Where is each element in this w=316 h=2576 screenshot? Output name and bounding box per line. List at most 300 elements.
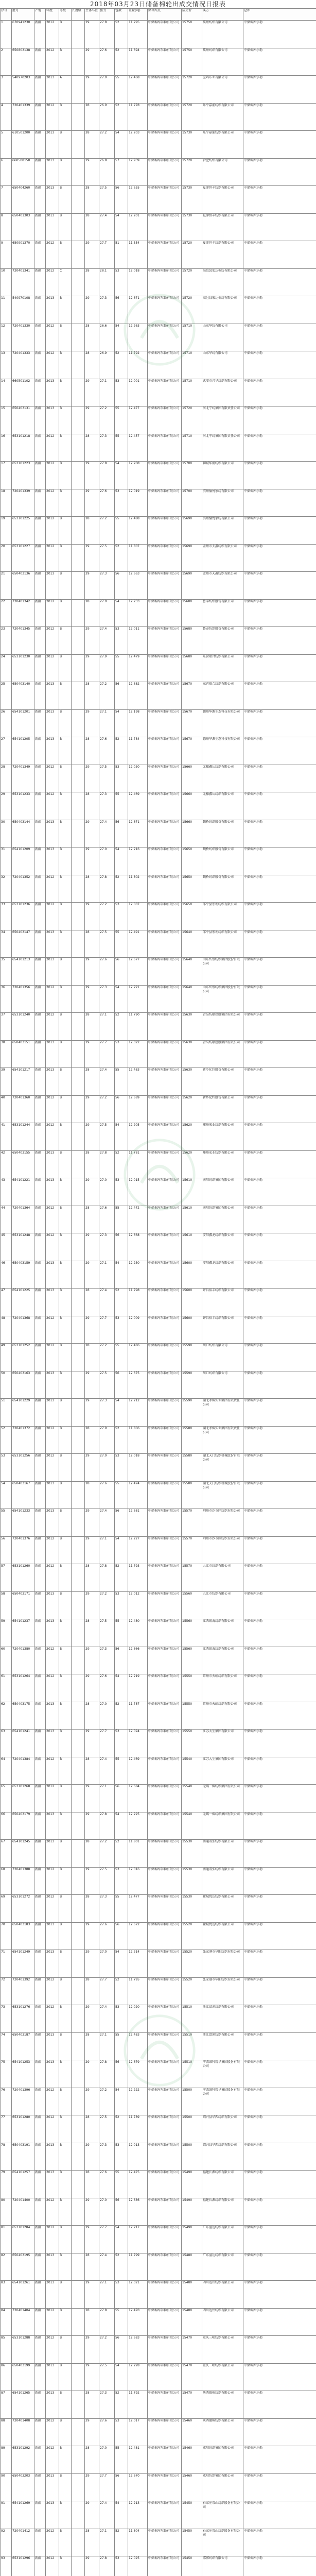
- cell-batch: 653101268: [12, 1785, 34, 1812]
- cell-strength: 27.5: [99, 1619, 115, 1647]
- cell-bales: 53: [115, 379, 128, 406]
- cell-price: 15450: [182, 2501, 202, 2529]
- cell-year: 2012: [46, 903, 59, 930]
- cell-length: [72, 131, 85, 159]
- cell-year: 2013: [46, 2363, 59, 2391]
- cell-batch: 650403183: [12, 1922, 34, 1950]
- cell-buyer: 夏津恒丰纺织有限公司: [202, 186, 243, 214]
- cell-grade: B: [59, 2501, 72, 2529]
- table-row: [1, 627, 316, 655]
- cell-buyer: 夏津恒丰纺织有限公司: [202, 213, 243, 241]
- cell-index: 60: [1, 1647, 12, 1674]
- cell-warehouse: 中储棉库尔勒: [243, 2363, 316, 2391]
- cell-index: 49: [1, 1344, 12, 1371]
- cell-year: 2012: [46, 241, 59, 269]
- cell-storage: 中储棉库尔勒有限公司: [148, 1399, 182, 1427]
- table-row: [1, 985, 316, 1013]
- cell-bales: 55: [115, 2446, 128, 2474]
- cell-year: 2012: [46, 1344, 59, 1371]
- cell-strength: 27.4: [99, 1757, 115, 1785]
- cell-warehouse: 中储棉库尔勒: [243, 1950, 316, 1978]
- cell-batch: 720401404: [12, 2308, 34, 2336]
- cell-strength: 27.4: [99, 2253, 115, 2281]
- cell-micronaire: 28: [85, 2308, 99, 2336]
- cell-warehouse: 中储棉库尔勒: [243, 213, 316, 241]
- cell-storage: 中储棉库尔勒有限公司: [148, 792, 182, 820]
- cell-buyer: 张家港市华阳纺织有限公司: [202, 1977, 243, 2005]
- table-row: [1, 1233, 316, 1261]
- table-row: [1, 434, 316, 462]
- cell-grade: B: [59, 572, 72, 600]
- cell-buyer: 孟州市天鑫纺织有限公司: [202, 544, 243, 572]
- cell-bales: 54: [115, 2501, 128, 2529]
- table-row: [1, 2032, 316, 2060]
- cell-weight: 12.681: [128, 1509, 148, 1537]
- table-row: [1, 848, 316, 875]
- cell-index: 3: [1, 76, 12, 104]
- cell-grade: B: [59, 2556, 72, 2576]
- cell-batch: 653101296: [12, 2556, 34, 2576]
- cell-strength: 27.8: [99, 1150, 115, 1178]
- cell-bales: 55: [115, 1619, 128, 1647]
- cell-weight: 12.675: [128, 1371, 148, 1399]
- cell-grade: B: [59, 1206, 72, 1233]
- cell-micronaire: 28: [85, 2032, 99, 2060]
- cell-length: [72, 296, 85, 324]
- cell-bales: 52: [115, 875, 128, 903]
- cell-storage: 中储棉库尔勒有限公司: [148, 875, 182, 903]
- cell-index: 46: [1, 1261, 12, 1289]
- cell-strength: 27.6: [99, 737, 115, 765]
- cell-micronaire: 29: [85, 2418, 99, 2446]
- cell-index: 6: [1, 158, 12, 186]
- cell-length: [72, 2281, 85, 2309]
- cell-micronaire: 29: [85, 1454, 99, 1482]
- cell-origin: 新疆: [34, 158, 46, 186]
- cell-year: 2012: [46, 2005, 59, 2033]
- cell-index: 37: [1, 1013, 12, 1041]
- cell-strength: 27.1: [99, 709, 115, 737]
- cell-storage: 中储棉库尔勒有限公司: [148, 1481, 182, 1509]
- cell-batch: 650403195: [12, 2253, 34, 2281]
- cell-bales: 55: [115, 2308, 128, 2336]
- cell-origin: 新疆: [34, 241, 46, 269]
- table-row: [1, 737, 316, 765]
- cell-origin: 新疆: [34, 1040, 46, 1068]
- table-row: [1, 654, 316, 682]
- cell-batch: 654101257: [12, 2171, 34, 2198]
- cell-price: 15710: [182, 379, 202, 406]
- cell-batch: 660501102: [12, 379, 34, 406]
- cell-buyer: 东营联合纺织有限公司: [202, 682, 243, 710]
- cell-index: 29: [1, 792, 12, 820]
- cell-bales: 56: [115, 1371, 128, 1399]
- cell-batch: 653101264: [12, 1674, 34, 1702]
- cell-strength: 27.6: [99, 489, 115, 517]
- cell-micronaire: 28: [85, 351, 99, 379]
- cell-warehouse: 中储棉库尔勒: [243, 820, 316, 848]
- cell-micronaire: 29: [85, 2281, 99, 2309]
- cell-weight: 12.233: [128, 599, 148, 627]
- cell-weight: 12.020: [128, 2005, 148, 2033]
- cell-micronaire: 29: [85, 1785, 99, 1812]
- cell-micronaire: 28: [85, 1757, 99, 1785]
- cell-length: [72, 2446, 85, 2474]
- cell-micronaire: 29: [85, 627, 99, 655]
- cell-grade: B: [59, 737, 72, 765]
- table-row: [1, 296, 316, 324]
- cell-weight: 12.203: [128, 131, 148, 159]
- cell-weight: 12.222: [128, 2088, 148, 2115]
- cell-buyer: 四川达州纺织有限公司: [202, 2308, 243, 2336]
- cell-year: 2012: [46, 1206, 59, 1233]
- table-body: [1, 21, 316, 2576]
- cell-buyer: 盐城悦达纺织有限公司: [202, 1895, 243, 1923]
- cell-batch: 650403147: [12, 930, 34, 958]
- cell-strength: 27.1: [99, 1785, 115, 1812]
- cell-buyer: 新乡化纤股份有限公司: [202, 1095, 243, 1123]
- cell-grade: B: [59, 1895, 72, 1923]
- cell-storage: 中储棉库尔勒有限公司: [148, 1013, 182, 1041]
- cell-micronaire: 29: [85, 2198, 99, 2226]
- cell-index: 35: [1, 958, 12, 986]
- cell-weight: 12.015: [128, 1178, 148, 1206]
- cell-storage: 中储棉库尔勒有限公司: [148, 2060, 182, 2088]
- cell-strength: 27.8: [99, 875, 115, 903]
- cell-warehouse: 中储棉库尔勒: [243, 1619, 316, 1647]
- cell-year: 2012: [46, 792, 59, 820]
- cell-year: 2013: [46, 1591, 59, 1619]
- cell-strength: 27.2: [99, 2336, 115, 2364]
- cell-index: 33: [1, 903, 12, 930]
- cell-strength: 27.5: [99, 1371, 115, 1399]
- cell-grade: B: [59, 1702, 72, 1730]
- cell-batch: 654101269: [12, 2501, 34, 2529]
- cell-origin: 新疆: [34, 958, 46, 986]
- cell-batch: 650403199: [12, 2363, 34, 2391]
- cell-micronaire: 29: [85, 1867, 99, 1895]
- cell-buyer: 广东溢达纺织有限公司: [202, 2253, 243, 2281]
- table-row: [1, 241, 316, 269]
- cell-micronaire: 29: [85, 2336, 99, 2364]
- cell-strength: 27.0: [99, 848, 115, 875]
- cell-batch: 720401342: [12, 599, 34, 627]
- cell-micronaire: 29: [85, 21, 99, 48]
- cell-micronaire: 29: [85, 903, 99, 930]
- cell-grade: B: [59, 903, 72, 930]
- cell-micronaire: 28: [85, 131, 99, 159]
- cell-origin: 新疆: [34, 48, 46, 76]
- table-row: [1, 930, 316, 958]
- table-row: [1, 2115, 316, 2143]
- cell-length: [72, 434, 85, 462]
- cell-batch: 653101252: [12, 1344, 34, 1371]
- cell-bales: 55: [115, 2032, 128, 2060]
- cell-strength: 27.3: [99, 2143, 115, 2171]
- cell-bales: 52: [115, 1564, 128, 1592]
- cell-warehouse: 中储棉库尔勒: [243, 2418, 316, 2446]
- cell-strength: 28.1: [99, 268, 115, 296]
- cell-grade: B: [59, 2446, 72, 2474]
- cell-warehouse: 中储棉库尔勒: [243, 186, 316, 214]
- cell-price: 15490: [182, 2171, 202, 2198]
- cell-batch: 653101227: [12, 544, 34, 572]
- cell-index: 41: [1, 1123, 12, 1151]
- cell-bales: 56: [115, 820, 128, 848]
- table-row: [1, 1757, 316, 1785]
- cell-bales: 54: [115, 131, 128, 159]
- table-row: [1, 544, 316, 572]
- table-row: [1, 2501, 316, 2529]
- cell-year: 2012: [46, 324, 59, 351]
- cell-bales: 54: [115, 1674, 128, 1702]
- cell-index: 27: [1, 737, 12, 765]
- cell-micronaire: 28: [85, 268, 99, 296]
- cell-grade: B: [59, 1344, 72, 1371]
- cell-origin: 新疆: [34, 324, 46, 351]
- cell-length: [72, 930, 85, 958]
- cell-storage: 中储棉库尔勒有限公司: [148, 1426, 182, 1454]
- cell-buyer: 陕西德棉纺织有限公司: [202, 2391, 243, 2419]
- cell-bales: 53: [115, 489, 128, 517]
- cell-bales: 54: [115, 1950, 128, 1978]
- cell-buyer: 滨州愉悦家纺有限公司: [202, 517, 243, 545]
- cell-strength: 27.6: [99, 1481, 115, 1509]
- cell-year: 2013: [46, 2473, 59, 2501]
- table-row: [1, 103, 316, 131]
- cell-buyer: 山东岱银纺织集团股份有限公司: [202, 958, 243, 986]
- table-row: [1, 1481, 316, 1509]
- cell-bales: 56: [115, 1233, 128, 1261]
- cell-bales: 55: [115, 930, 128, 958]
- table-row: [1, 765, 316, 792]
- cell-warehouse: 中储棉库尔勒: [243, 1481, 316, 1509]
- cell-length: [72, 2363, 85, 2391]
- table-row: [1, 1619, 316, 1647]
- cell-buyer: 陕西德棉纺织有限公司: [202, 2418, 243, 2446]
- cell-grade: B: [59, 2032, 72, 2060]
- cell-storage: 中储棉库尔勒有限公司: [148, 1564, 182, 1592]
- cell-year: 2012: [46, 1977, 59, 2005]
- cell-storage: 中储棉库尔勒有限公司: [148, 2391, 182, 2419]
- cell-grade: B: [59, 1950, 72, 1978]
- cell-grade: B: [59, 1150, 72, 1178]
- cell-storage: 中储棉库尔勒有限公司: [148, 2281, 182, 2309]
- table-header-row: [1, 9, 316, 21]
- cell-grade: B: [59, 958, 72, 986]
- cell-year: 2012: [46, 2556, 59, 2576]
- cell-price: 15580: [182, 1481, 202, 1509]
- cell-storage: 中储棉库尔勒有限公司: [148, 1977, 182, 2005]
- cell-weight: 12.221: [128, 985, 148, 1013]
- cell-length: [72, 1922, 85, 1950]
- cell-origin: 新疆: [34, 2281, 46, 2309]
- cell-storage: 中储棉库尔勒有限公司: [148, 268, 182, 296]
- cell-price: 15620: [182, 1095, 202, 1123]
- cell-storage: 中储棉库尔勒有限公司: [148, 1371, 182, 1399]
- cell-grade: B: [59, 709, 72, 737]
- cell-warehouse: 中储棉库尔勒: [243, 1426, 316, 1454]
- cell-warehouse: 中储棉库尔勒: [243, 848, 316, 875]
- cell-length: [72, 2391, 85, 2419]
- cell-origin: 新疆: [34, 462, 46, 489]
- cell-grade: B: [59, 2363, 72, 2391]
- table-row: [1, 1289, 316, 1316]
- cell-origin: 新疆: [34, 1840, 46, 1868]
- cell-bales: 52: [115, 1977, 128, 2005]
- cell-batch: 653101288: [12, 2336, 34, 2364]
- cell-price: 15600: [182, 1289, 202, 1316]
- cell-price: 15470: [182, 2336, 202, 2364]
- cell-warehouse: 中储棉库尔勒: [243, 324, 316, 351]
- cell-grade: B: [59, 1316, 72, 1344]
- cell-price: 15730: [182, 213, 202, 241]
- cell-grade: B: [59, 627, 72, 655]
- cell-strength: 27.3: [99, 985, 115, 1013]
- cell-origin: 新疆: [34, 1399, 46, 1427]
- cell-buyer: 石家庄常山纺织股份有限公司: [202, 2501, 243, 2529]
- cell-strength: 27.2: [99, 2088, 115, 2115]
- cell-strength: 27.0: [99, 2446, 115, 2474]
- cell-storage: 中储棉库尔勒有限公司: [148, 1316, 182, 1344]
- cell-year: 2012: [46, 2446, 59, 2474]
- cell-storage: 中储棉库尔勒有限公司: [148, 1344, 182, 1371]
- table-row: [1, 1702, 316, 1730]
- cell-warehouse: 中储棉库尔勒: [243, 131, 316, 159]
- cell-strength: 27.2: [99, 517, 115, 545]
- cell-bales: 52: [115, 2115, 128, 2143]
- cell-batch: 720401400: [12, 2198, 34, 2226]
- cell-batch: 653101292: [12, 2446, 34, 2474]
- cell-length: [72, 103, 85, 131]
- cell-index: 77: [1, 2115, 12, 2143]
- cell-year: 2012: [46, 2336, 59, 2364]
- cell-storage: 中储棉库尔勒有限公司: [148, 1509, 182, 1537]
- cell-grade: B: [59, 379, 72, 406]
- col-header-warehouse: 仓库: [243, 9, 316, 21]
- cell-price: 15720: [182, 296, 202, 324]
- col-header-index: 序号: [1, 9, 12, 21]
- cell-buyer: 聊城华润纺织有限公司: [202, 462, 243, 489]
- cell-bales: 56: [115, 1095, 128, 1123]
- cell-year: 2013: [46, 1702, 59, 1730]
- cell-buyer: 郑州宏业纺织有限公司: [202, 1123, 243, 1151]
- cell-buyer: 高邑县宏达棉纺有限公司: [202, 268, 243, 296]
- cell-price: 15700: [182, 462, 202, 489]
- cell-warehouse: 中储棉库尔勒: [243, 544, 316, 572]
- cell-index: 4: [1, 103, 12, 131]
- cell-index: 14: [1, 379, 12, 406]
- cell-weight: 11.784: [128, 737, 148, 765]
- table-row: [1, 1647, 316, 1674]
- cell-price: 15560: [182, 1591, 202, 1619]
- cell-bales: 53: [115, 1178, 128, 1206]
- cell-price: 15550: [182, 1674, 202, 1702]
- cell-weight: 11.795: [128, 21, 148, 48]
- cell-strength: 27.7: [99, 1316, 115, 1344]
- cell-strength: 27.2: [99, 131, 115, 159]
- cell-storage: 中储棉库尔勒有限公司: [148, 324, 182, 351]
- cell-price: 15680: [182, 627, 202, 655]
- cell-index: 34: [1, 930, 12, 958]
- cell-buyer: 浙江富润纺织有限公司: [202, 2005, 243, 2033]
- cell-length: [72, 1950, 85, 1978]
- cell-grade: B: [59, 324, 72, 351]
- cell-index: 10: [1, 268, 12, 296]
- cell-micronaire: 28: [85, 1206, 99, 1233]
- cell-year: 2012: [46, 2308, 59, 2336]
- cell-bales: 55: [115, 654, 128, 682]
- cell-length: [72, 2253, 85, 2281]
- cell-length: [72, 2473, 85, 2501]
- cell-price: 15470: [182, 2363, 202, 2391]
- cell-weight: 12.469: [128, 1757, 148, 1785]
- cell-price: 15630: [182, 1013, 202, 1041]
- cell-strength: 27.5: [99, 1867, 115, 1895]
- cell-warehouse: 中储棉库尔勒: [243, 2032, 316, 2060]
- cell-weight: 11.804: [128, 2529, 148, 2556]
- cell-price: 15620: [182, 1123, 202, 1151]
- cell-micronaire: 28: [85, 324, 99, 351]
- cell-warehouse: 中储棉库尔勒: [243, 2391, 316, 2419]
- cell-index: 47: [1, 1289, 12, 1316]
- cell-buyer: 滨州愉悦家纺有限公司: [202, 489, 243, 517]
- cell-bales: 53: [115, 2005, 128, 2033]
- cell-origin: 新疆: [34, 792, 46, 820]
- cell-index: 72: [1, 1977, 12, 2005]
- cell-price: 15590: [182, 1371, 202, 1399]
- cell-warehouse: 中储棉库尔勒: [243, 1150, 316, 1178]
- cell-buyer: 盐城悦达纺织有限公司: [202, 1922, 243, 1950]
- cell-storage: 中储棉库尔勒有限公司: [148, 186, 182, 214]
- cell-micronaire: 29: [85, 379, 99, 406]
- cell-origin: 新疆: [34, 1261, 46, 1289]
- cell-grade: B: [59, 1812, 72, 1840]
- cell-weight: 12.012: [128, 1591, 148, 1619]
- cell-strength: 27.3: [99, 296, 115, 324]
- cell-batch: 720401380: [12, 1647, 34, 1674]
- cell-grade: B: [59, 434, 72, 462]
- cell-price: 15510: [182, 2032, 202, 2060]
- cell-buyer: 河北宁纺集团有限责任公司: [202, 406, 243, 434]
- cell-storage: 中储棉库尔勒有限公司: [148, 462, 182, 489]
- cell-warehouse: 中储棉库尔勒: [243, 599, 316, 627]
- cell-price: 15470: [182, 2391, 202, 2419]
- cell-weight: 11.792: [128, 351, 148, 379]
- cell-index: 42: [1, 1150, 12, 1178]
- cell-buyer: 无棣鑫岳纺织有限公司: [202, 765, 243, 792]
- cell-year: 2012: [46, 351, 59, 379]
- table-row: [1, 1509, 316, 1537]
- cell-micronaire: 29: [85, 489, 99, 517]
- cell-storage: 中储棉库尔勒有限公司: [148, 848, 182, 875]
- cell-weight: 11.787: [128, 1702, 148, 1730]
- cell-warehouse: 中储棉库尔勒: [243, 2336, 316, 2364]
- cell-year: 2012: [46, 1647, 59, 1674]
- cell-buyer: 邯郸纺织有限公司: [202, 2556, 243, 2576]
- cell-buyer: 安阳鑫龙纺织有限公司: [202, 1233, 243, 1261]
- cell-length: [72, 379, 85, 406]
- cell-grade: B: [59, 1977, 72, 2005]
- cell-grade: B: [59, 2115, 72, 2143]
- cell-batch: 720401356: [12, 985, 34, 1013]
- cell-weight: 12.683: [128, 2336, 148, 2364]
- cell-price: 15570: [182, 1536, 202, 1564]
- cell-micronaire: 29: [85, 296, 99, 324]
- table-row: [1, 1178, 316, 1206]
- cell-bales: 56: [115, 186, 128, 214]
- cell-year: 2013: [46, 2253, 59, 2281]
